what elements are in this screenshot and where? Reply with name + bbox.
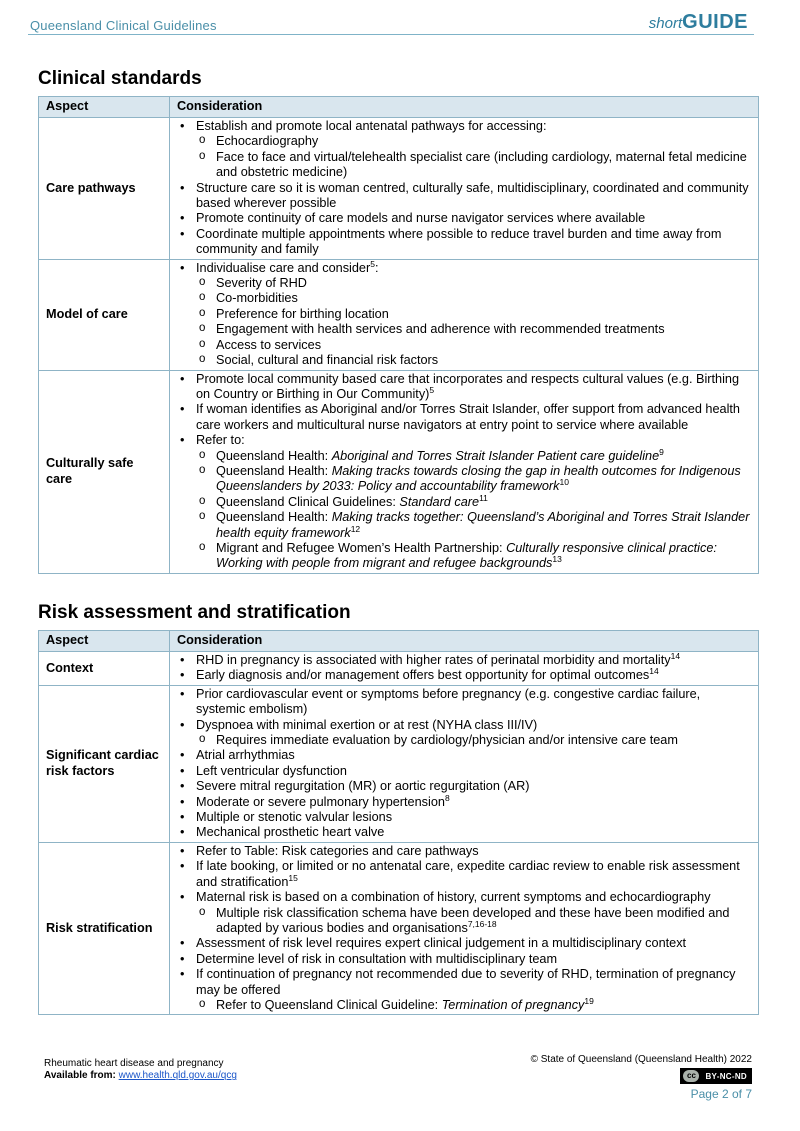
aspect-cell: Model of care [39,259,170,370]
consideration-cell [170,370,759,573]
table-row [39,370,759,573]
table-header-row [39,97,759,118]
list-item: o Face to face and virtual/telehealth specialist care (including cardiology, maternal fetal medicine and obstetric medicine) [196,150,752,181]
list-item: • If late booking, or limited or no antenatal care, expedite cardiac review to enable risk assessment and stratification$^{15}$ [178,859,752,890]
section-title: Risk assessment and stratification [38,602,351,623]
table-row [39,652,759,686]
list-item: o Echocardiography [196,134,752,149]
table-header-row [39,631,759,652]
table-row [39,259,759,370]
list-item: • Structure care so it is woman centred, culturally safe, multidisciplinary, coordinated and community based wherever possible [178,181,752,212]
table-row [39,842,759,1014]
list-item: • Promote continuity of care models and nurse navigator services where available [178,211,752,226]
list-item: • Mechanical prosthetic heart valve [178,825,752,840]
list-item: • If woman identifies as Aboriginal and/or Torres Strait Islander, offer support from advanced health care workers and multicultural nurse navigators at entry point to service where available [178,402,752,433]
risk-assessment-section [38,602,759,1015]
list-item: o Queensland Clinical Guidelines: Standard care$^{11}$ [196,495,752,510]
list-item: o Co-morbidities [196,291,752,306]
list-item: • Moderate or severe pulmonary hypertension$^8$ [178,795,752,810]
list-item: • Refer to: o Queensland Health: Aboriginal and Torres Strait Islander Patient care guideline$^9$ o Queensland Health: Making tracks towards closing the gap in health outcomes for Indigenous Queenslanders by 2033: Policy and accountability framework$^{10}$ o Queensland Clinical Guidelines: Standard care$^{11}$ o Queensland Health: Making tracks together: Queensland’s Aboriginal and Torres Strait Islander health equity framework$^{12}$ o Migrant and Refugee Women’s Health Partnership: Culturally responsive clinical practice: Working with people from migrant and refugee backgrounds$^{13}$ [178,433,752,572]
list-item: o Engagement with health services and adherence with recommended treatments [196,322,752,337]
footer-availability: Available from: www.health.qld.gov.au/qcg [44,1070,237,1081]
clinical-standards-section [38,68,759,574]
list-item: • Maternal risk is based on a combination of history, current symptoms and echocardiography o Multiple risk classification schema have been developed and these have been modified and adapted by various bodies and organisations$^{7,16-18}$ [178,890,752,936]
page-number: Page 2 of 7 [690,1087,752,1101]
list-item: o Queensland Health: Aboriginal and Torres Strait Islander Patient care guideline$^9$ [196,449,752,464]
list-item: o Social, cultural and financial risk factors [196,353,752,368]
list-item: • RHD in pregnancy is associated with higher rates of perinatal morbidity and mortality$^{14}$ [178,653,752,668]
cc-license-icon [680,1068,752,1084]
aspect-cell: Care pathways [39,118,170,260]
list-item: o Refer to Queensland Clinical Guideline: Termination of pregnancy$^{19}$ [196,998,752,1013]
list-item: • Prior cardiovascular event or symptoms before pregnancy (e.g. congestive cardiac failure, systemic embolism) [178,687,752,718]
list-item: • Refer to Table: Risk categories and care pathways [178,844,752,859]
consideration-cell [170,259,759,370]
cc-license-label: BY-NC-ND [705,1071,747,1081]
list-item: • Determine level of risk in consultation with multidisciplinary team [178,952,752,967]
short-guide-logo [649,11,748,34]
logo-short: short [648,15,683,32]
list-item: • Dyspnoea with minimal exertion or at rest (NYHA class III/IV) o Requires immediate evaluation by cardiology/physician and/or intensive care team [178,718,752,749]
footer-right [531,1054,752,1101]
col-consideration: Consideration [170,631,759,652]
footer-left [44,1058,237,1082]
list-item: • Early diagnosis and/or management offers best opportunity for optimal outcomes$^{14}$ [178,668,752,683]
list-item: • Promote local community based care that incorporates and respects cultural values (e.g. Birthing on Country or Birthing in Our Community)$^5$ [178,372,752,403]
header-org: Queensland Clinical Guidelines [30,18,217,33]
list-item: • Severe mitral regurgitation (MR) or aortic regurgitation (AR) [178,779,752,794]
consideration-cell [170,685,759,842]
aspect-cell: Culturally safe care [39,370,170,573]
aspect-cell: Context [39,652,170,686]
footer-copyright: © State of Queensland (Queensland Health) 2022 [530,1054,752,1065]
list-item: o Multiple risk classification schema have been developed and these have been modified and adapted by various bodies and organisations$^{7,16-18}$ [196,906,752,937]
col-aspect: Aspect [39,631,170,652]
consideration-cell [170,118,759,260]
header-divider [28,34,754,35]
list-item: • Atrial arrhythmias [178,748,752,763]
logo-guide: GUIDE [682,11,748,33]
footer-doc-title: Rheumatic heart disease and pregnancy [44,1058,224,1069]
list-item: • Coordinate multiple appointments where possible to reduce travel burden and time away from community and family [178,227,752,258]
consideration-cell [170,652,759,686]
list-item: • Individualise care and consider$^5$: o Severity of RHD o Co-morbidities o Preference for birthing location o Engagement with health services and adherence with recommended treatments o Access to services o Social, cultural and financial risk factors [178,261,752,369]
section-title: Clinical standards [38,68,202,89]
cc-mark: cc [683,1070,699,1082]
clinical-standards-table [38,96,759,574]
table-row [39,118,759,260]
list-item: o Migrant and Refugee Women’s Health Partnership: Culturally responsive clinical practice: Working with people from migrant and refugee backgrounds$^{13}$ [196,541,752,572]
table-row [39,685,759,842]
list-item: o Queensland Health: Making tracks together: Queensland’s Aboriginal and Torres Strait Islander health equity framework$^{12}$ [196,510,752,541]
aspect-cell: Significant cardiac risk factors [39,685,170,842]
aspect-cell: Risk stratification [39,842,170,1014]
list-item: • Multiple or stenotic valvular lesions [178,810,752,825]
list-item: o Preference for birthing location [196,307,752,322]
list-item: • Establish and promote local antenatal pathways for accessing: o Echocardiography o Face to face and virtual/telehealth specialist care (including cardiology, maternal fetal medicine and obstetric medicine) [178,119,752,181]
footer-url-link[interactable]: www.health.qld.gov.au/qcg [118,1070,237,1081]
list-item: o Queensland Health: Making tracks towards closing the gap in health outcomes for Indigenous Queenslanders by 2033: Policy and accountability framework$^{10}$ [196,464,752,495]
list-item: o Access to services [196,338,752,353]
col-aspect: Aspect [39,97,170,118]
consideration-cell [170,842,759,1014]
list-item: o Severity of RHD [196,276,752,291]
risk-assessment-table [38,630,759,1015]
list-item: • If continuation of pregnancy not recommended due to severity of RHD, termination of pregnancy may be offered o Refer to Queensland Clinical Guideline: Termination of pregnancy$^{19}$ [178,967,752,1013]
col-consideration: Consideration [170,97,759,118]
list-item: • Left ventricular dysfunction [178,764,752,779]
list-item: • Assessment of risk level requires expert clinical judgement in a multidisciplinary context [178,936,752,951]
list-item: o Requires immediate evaluation by cardiology/physician and/or intensive care team [196,733,752,748]
